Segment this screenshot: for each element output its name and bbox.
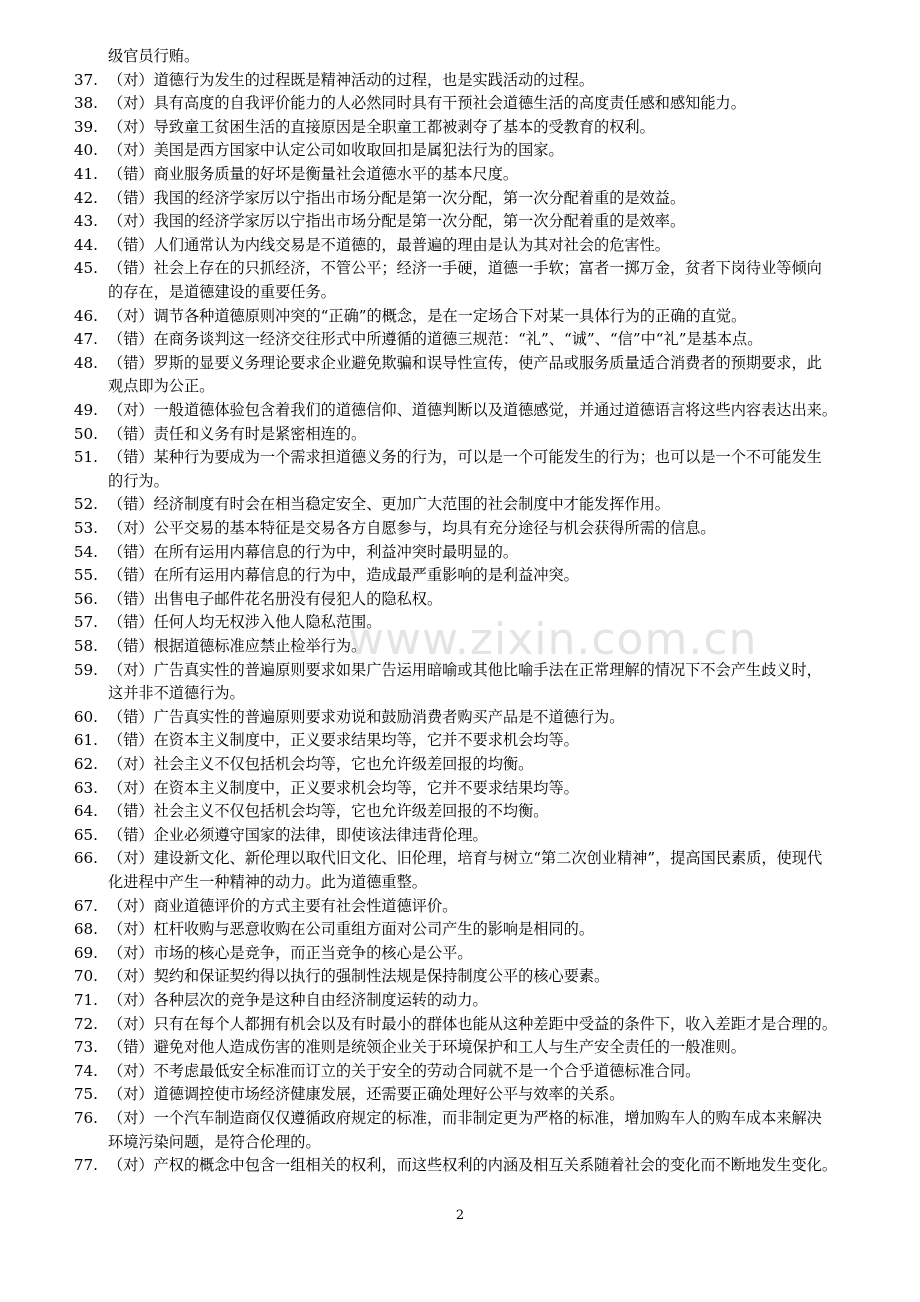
item-text: （对）道德行为发生的过程既是精神活动的过程，也是实践活动的过程。 [108,70,594,89]
item-text: 化进程中产生一种精神的动力。此为道德重整。 [108,873,427,891]
item-text: （错）出售电子邮件花名册没有侵犯人的隐私权。 [108,589,443,608]
item-number: 46. [73,306,98,325]
item-number: 40. [73,141,98,160]
item-text: （对）调节各种道德原则冲突的“正确”的概念，是在一定场合下对某一具体行为的正确的直觉。 [108,306,747,325]
item-text: （对）美国是西方国家中认定公司如收取回扣是属犯法行为的国家。 [108,141,564,160]
item-text: （错）人们通常认为内线交易是不道德的，最普遍的理由是认为其对社会的危害性。 [108,235,670,254]
item-number: 54. [73,542,98,561]
item-text: （错）商业服务质量的好坏是衡量社会道德水平的基本尺度。 [108,165,519,183]
item-text: （错）某种行为要成为一个需求担道德义务的行为，可以是一个可能发生的行为；也可以是一个不可能发生 [108,448,822,467]
item-text: （错）社会主义不仅包括机会均等，它也允许级差回报的不均衡。 [108,802,549,821]
item-number: 37. [73,70,98,89]
item-text: （对）不考虑最低安全标准而订立的关于安全的劳动合同就不是一个合乎道德标准合同。 [108,1061,701,1080]
item-text: （对）一个汽车制造商仅仅遵循政府规定的标准，而非制定更为严格的标准，增加购车人的购车成本来解决 [108,1109,822,1127]
item-text: （错）广告真实性的普遍原则要求劝说和鼓励消费者购买产品是不道德行为。 [108,707,625,726]
item-text: （对）道德调控使市场经济健康发展，还需要正确处理好公平与效率的关系。 [108,1085,625,1104]
item-number: 38. [73,94,98,113]
item-text: （对）我国的经济学家厉以宁指出市场分配是第一次分配，第一次分配着重的是效率。 [108,212,686,231]
item-number: 69. [73,943,98,962]
item-text: （对）导致童工贫困生活的直接原因是全职童工都被剥夺了基本的受教育的权利。 [108,117,655,136]
item-text: （错）罗斯的显要义务理论要求企业避免欺骗和误导性宣传，使产品或服务质量适合消费者的预期要求，此 [108,353,822,372]
item-number: 62. [73,755,98,773]
continuation-text: 级官员行贿。 [108,47,200,65]
item-number: 60. [73,707,98,726]
item-number: 48. [73,353,98,372]
item-text: 环境污染问题，是符合伦理的。 [108,1132,321,1151]
item-text: （对）一般道德体验包含着我们的道德信仰、道德判断以及道德感觉，并通过道德语言将这些内容表达出来。 [108,401,837,419]
item-number: 53. [73,519,98,537]
item-text: （对）社会主义不仅包括机会均等，它也允许级差回报的均衡。 [108,755,534,773]
item-text: （对）契约和保证契约得以执行的强制性法规是保持制度公平的核心要素。 [108,967,610,986]
item-number: 45. [73,259,98,278]
item-text: （错）企业必须遵守国家的法律，即使该法律违背伦理。 [108,825,488,844]
item-number: 71. [73,991,98,1009]
item-number: 65. [73,825,98,844]
item-text: （对）建设新文化、新伦理以取代旧文化、旧伦理，培育与树立“第二次创业精神”，提高国民素质，使现代 [108,849,823,868]
item-text: 这并非不道德行为。 [108,684,245,703]
item-text: （错）责任和义务有时是紧密相连的。 [108,424,367,443]
item-text: （错）任何人均无权涉入他人隐私范围。 [108,613,382,632]
item-number: 56. [73,589,98,608]
item-number: 50. [73,424,98,443]
page-number: 2 [455,1208,465,1223]
item-text: 的存在，是道德建设的重要任务。 [108,283,336,301]
item-text: （对）在资本主义制度中，正义要求机会均等，它并不要求结果均等。 [108,778,579,797]
watermark-text: www.zixin.com.cn [348,614,758,665]
item-number: 75. [73,1085,98,1104]
item-text: （对）杠杆收购与恶意收购在公司重组方面对公司产生的影响是相同的。 [108,920,594,939]
item-text: （错）我国的经济学家厉以宁指出市场分配是第一次分配，第一次分配着重的是效益。 [108,188,686,207]
item-number: 66. [73,849,98,868]
item-text: （对）公平交易的基本特征是交易各方自愿参与，均具有充分途径与机会获得所需的信息。 [108,519,716,537]
item-text: （错）在所有运用内幕信息的行为中，造成最严重影响的是利益冲突。 [108,566,579,585]
item-text: （对）广告真实性的普遍原则要求如果广告运用暗喻或其他比喻手法在正常理解的情况下不会产生歧义时， [108,660,822,679]
item-number: 77. [73,1156,98,1175]
item-text: （错）在资本主义制度中，正义要求结果均等，它并不要求机会均等。 [108,731,579,750]
item-number: 51. [73,448,98,467]
item-number: 57. [73,613,98,632]
item-number: 42. [73,188,98,207]
item-text: （错）在商务谈判这一经济交往形式中所遵循的道德三规范：“礼”、“诚”、“信”中“礼”是基本点。 [108,330,763,349]
item-text: （错）避免对他人造成伤害的准则是统领企业关于环境保护和工人与生产安全责任的一般准则。 [108,1038,746,1057]
item-number: 58. [73,637,98,655]
item-text: （错）在所有运用内幕信息的行为中，利益冲突时最明显的。 [108,542,519,561]
item-text: 观点即为公正。 [108,377,215,396]
item-number: 47. [73,330,98,349]
item-text: （对）只有在每个人都拥有机会以及有时最小的群体也能从这种差距中受益的条件下，收入差距才是合理的。 [108,1014,837,1033]
item-number: 70. [73,967,98,986]
item-text: （对）具有高度的自我评价能力的人必然同时具有干预社会道德生活的高度责任感和感知能力。 [108,94,746,113]
item-number: 44. [73,235,98,254]
item-number: 74. [73,1061,98,1080]
item-text: （错）根据道德标准应禁止检举行为。 [108,637,367,655]
item-number: 49. [73,401,98,419]
item-number: 73. [73,1038,98,1057]
item-number: 76. [73,1109,98,1127]
item-number: 55. [73,566,98,585]
item-number: 61. [73,731,98,750]
item-number: 67. [73,896,98,915]
item-number: 39. [73,117,98,136]
item-text: 的行为。 [108,471,169,490]
item-number: 72. [73,1014,98,1033]
item-number: 41. [73,165,98,183]
item-text: （错）社会上存在的只抓经济，不管公平；经济一手硬，道德一手软；富者一掷万金，贫者下岗待业等倾向 [108,259,822,278]
item-text: （错）经济制度有时会在相当稳定安全、更加广大范围的社会制度中才能发挥作用。 [108,495,670,514]
item-number: 59. [73,660,98,679]
item-text: （对）各种层次的竞争是这种自由经济制度运转的动力。 [108,991,488,1009]
item-number: 43. [73,212,98,231]
item-number: 63. [73,778,98,797]
item-text: （对）商业道德评价的方式主要有社会性道德评价。 [108,896,458,915]
item-number: 52. [73,495,98,514]
item-number: 64. [73,802,98,821]
item-number: 68. [73,920,98,939]
item-text: （对）市场的核心是竞争，而正当竞争的核心是公平。 [108,943,473,962]
item-text: （对）产权的概念中包含一组相关的权利，而这些权利的内涵及相互关系随着社会的变化而不断地发生变化。 [108,1156,837,1175]
